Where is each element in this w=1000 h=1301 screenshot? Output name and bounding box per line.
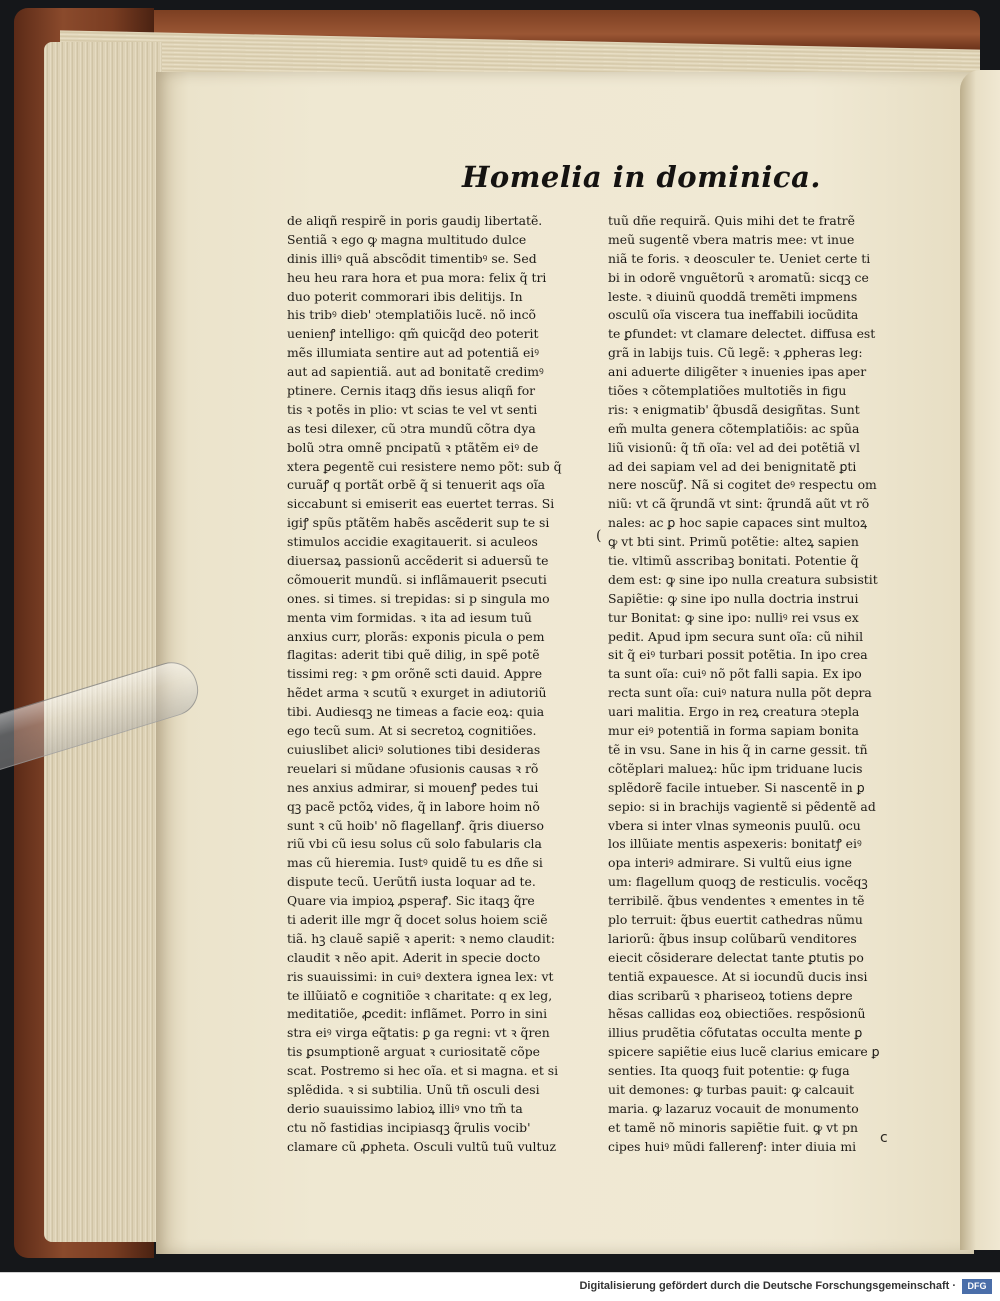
text-line: reuelari si mũdane ↄfusionis causas ꝛ rõ	[287, 760, 539, 776]
text-line: ris suauissimi: in cuiꝰ dextera ignea lex: vt	[287, 968, 554, 984]
text-line: te ꝑfundet: vt clamare delectet. diffusa est	[608, 326, 876, 342]
text-line: ris: ꝛ enigmatib' q̃busdã desigñtas. Sunt	[608, 401, 860, 417]
text-line: stra eiꝰ virga eq̃tatis: ꝑ ga regni: vt ꝛ q̃ren	[287, 1025, 550, 1041]
text-line: dem est: ꝙ sine ipo nulla creatura subsistit	[608, 571, 878, 587]
text-line: dias scribarũ ꝛ phariseoꝝ totiens depre	[608, 987, 853, 1003]
text-line: ani aduerte diligẽter ꝛ inuenies ipas aper	[608, 364, 867, 380]
funding-notice: Digitalisierung gefördert durch die Deutsche Forschungsgemeinschaft ·	[579, 1280, 956, 1292]
text-line: qꝫ pacẽ pctõꝝ vides, q̃ in labore hoim nõ	[287, 798, 540, 814]
text-line: uenienꝭ intelligo: qm̃ quicq̃d deo poterit	[287, 326, 539, 342]
text-line: uari malitia. Ergo in reꝝ creatura ↄtepla	[608, 704, 860, 720]
text-line: ꝙ vt bti sint. Primũ potẽtie: alteꝝ sapien	[608, 534, 859, 550]
text-line: siccabunt si emiserit eas euertet terras. Si	[287, 496, 555, 512]
text-line: em̃ multa genera cõtemplatiõis: ac spũa	[608, 420, 860, 436]
text-line: sit q̃ eiꝰ turbari possit potẽtia. In ipo crea	[608, 647, 868, 663]
text-line: bi in odorẽ vnguẽtorũ ꝛ aromatũ: sicqꝫ ce	[608, 269, 869, 285]
text-line: illius prudẽtia cõfutatas occulta mente ꝑ	[608, 1025, 863, 1041]
text-line: riũ vbi cũ iesu solus cũ solo fabularis cla	[287, 836, 542, 852]
text-line: tuũ dñe requirã. Quis mihi det te fratrẽ	[608, 213, 855, 228]
text-line: ta sunt oĩa: cuiꝰ nõ põt falli sapia. Ex ipo	[608, 666, 862, 682]
text-line: diuersaꝝ passionũ accẽderit si aduersũ te	[287, 553, 549, 569]
text-line: Sentiã ꝛ ego ꝙ magna multitudo dulce	[287, 231, 527, 247]
text-line: opa interiꝰ admirare. Si vultũ eius igne	[608, 855, 853, 871]
text-line: scat. Postremo si hec oĩa. et si magna. et si	[287, 1063, 559, 1079]
text-line: mẽs illumiata sentire aut ad potentiã eiꝰ	[287, 345, 539, 361]
margin-mark: (	[596, 528, 602, 544]
text-line: mur eiꝰ potentiã in forma sapiam bonita	[608, 723, 859, 739]
text-line: plo terruit: q̃bus euertit cathedras nũmu	[608, 911, 863, 927]
text-line: niã te foris. ꝛ deosculer te. Ueniet certe ti	[608, 250, 871, 266]
text-line: nere noscũꝭ. Nã si cogitet deꝰ respectu om	[608, 477, 877, 493]
text-line: nales: ac ꝑ hoc sapie capaces sint multoꝝ	[608, 515, 868, 531]
facing-page-edge	[960, 70, 1000, 1250]
text-line: senties. Ita quoqꝫ fuit potentie: ꝙ fuga	[608, 1063, 850, 1079]
text-line: vbera si inter vlnas symeonis puulũ. ocu	[608, 817, 861, 833]
text-line: tis ꝑsumptionẽ arguat ꝛ curiositatẽ cõpe	[287, 1044, 540, 1060]
text-line: dinis illiꝰ quã abscõdit timentibꝰ se. Sed	[287, 250, 537, 266]
text-line: cipes huiꝰ mũdi fallerenꝭ: inter diuia mi	[608, 1138, 857, 1154]
text-line: clamare cũ ꝓpheta. Osculi vultũ tuũ vultuz	[287, 1138, 557, 1154]
text-line: recta sunt oĩa: cuiꝰ natura nulla põt depra	[608, 685, 872, 701]
text-line: ctu nõ fastidias incipiasqꝫ q̃rulis vocib'	[287, 1119, 531, 1135]
text-line: flagitas: aderit tibi quẽ dilig, in spẽ potẽ	[287, 647, 540, 663]
text-line: duo poterit commorari ibis delitijs. In	[287, 288, 523, 304]
text-line: tis ꝛ potẽs in plio: vt scias te vel vt senti	[287, 401, 538, 417]
page-edges	[44, 42, 162, 1242]
text-line: dispute tecũ. Uerũtñ iusta loquar ad te.	[287, 874, 536, 890]
text-line: sepio: si in brachijs vagientẽ si pẽdentẽ ad	[608, 798, 876, 814]
text-line: mas cũ hieremia. Iustꝰ quidẽ tu es dñe si	[287, 855, 543, 871]
text-line: sunt ꝛ cũ hoib' nõ flagellanꝭ. q̃ris diuerso	[287, 817, 544, 833]
text-line: derio suauissimo labioꝝ illiꝰ vno tm̃ ta	[287, 1100, 523, 1116]
signature-mark: c	[880, 1130, 888, 1146]
footer-bar	[0, 1272, 1000, 1301]
text-line: meũ sugentẽ vbera matris mee: vt inue	[608, 231, 855, 247]
text-line: osculũ oĩa viscera tua ineffabili iocũdita	[608, 307, 859, 323]
text-line: stimulos accidie exagitauerit. si aculeos	[287, 534, 538, 550]
text-line: maria. ꝙ lazaruz vocauit de monumento	[608, 1100, 859, 1116]
text-line: bolũ ↄtra omnẽ pncipatũ ꝛ ptãtẽm eiꝰ de	[287, 439, 539, 455]
text-line: curuãꝭ q portãt orbẽ q̃ si tenuerit aqs oĩa	[287, 477, 546, 493]
text-line: tẽ in vsu. Sane in his q̃ in carne gessit. tñ	[608, 741, 868, 757]
text-line: ones. si times. si trepidas: si p singula mo	[287, 590, 550, 606]
text-line: hẽsas callidas eoꝝ obiectiões. respõsionũ	[608, 1006, 866, 1022]
text-line: ptinere. Cernis itaqꝫ dñs iesus aliqñ for	[287, 383, 536, 399]
text-line: cõtẽplari malueꝝ: hũc ipm triduane lucis	[608, 760, 863, 776]
text-line: splẽdorẽ facile intueber. Si nascentẽ in ꝑ	[608, 779, 865, 795]
text-line: grã in labijs tuis. Cũ legẽ: ꝛ ꝓpheras leg:	[608, 345, 863, 361]
text-line: splẽdida. ꝛ si subtilia. Unũ tñ osculi desi	[287, 1081, 540, 1097]
text-line: menta vim formidas. ꝛ ita ad iesum tuũ	[287, 609, 532, 625]
text-line: xtera ꝑegentẽ cui resistere nemo põt: sub q̃	[287, 458, 562, 474]
text-line: aut ad sapientiã. aut ad bonitatẽ credimꝰ	[287, 364, 544, 380]
text-line: hẽdet arma ꝛ scutũ ꝛ exurget in adiutoriũ	[287, 685, 547, 701]
text-line: los illũiate mentis aspexeris: bonitatꝭ eiꝰ	[608, 836, 862, 852]
text-line: um: flagellum quoqꝫ de resticulis. vocẽqꝫ	[608, 874, 868, 890]
text-line: cuiuslibet aliciꝰ solutiones tibi desideras	[287, 741, 541, 757]
text-line: de aliqñ respirẽ in poris gaudiȷ libertatẽ.	[287, 213, 543, 228]
left-text-column	[287, 212, 590, 1154]
text-line: eiecit cõsiderare delectat tante ꝑtutis po	[608, 949, 864, 965]
text-line: leste. ꝛ diuinũ quoddã tremẽti impmens	[608, 288, 858, 304]
text-line: tiões ꝛ cõtemplatiões multotiẽs in figu	[608, 383, 847, 399]
text-line: ego tecũ sum. At si secretoꝝ cognitiões.	[287, 723, 537, 739]
text-line: Quare via impioꝝ ꝓsperaꝭ. Sic itaqꝫ q̃re	[287, 893, 535, 909]
text-line: pedit. Apud ipm secura sunt oĩa: cũ nihil	[608, 628, 864, 644]
dfg-logo: DFG	[962, 1279, 992, 1294]
text-line: his tribꝰ dieb' ↄtemplatiõis lucẽ. nõ incõ	[287, 307, 536, 323]
right-text-column	[608, 212, 908, 1154]
text-line: anxius curr, plorãs: exponis picula o pem	[287, 628, 545, 644]
text-line: Sapiẽtie: ꝙ sine ipo nulla doctria instrui	[608, 590, 859, 606]
text-line: tur Bonitat: ꝙ sine ipo: nulliꝰ rei vsus ex	[608, 609, 859, 625]
text-line: uit demones: ꝙ turbas pauit: ꝙ calcauit	[608, 1081, 854, 1097]
text-line: tibi. Audiesqꝫ ne timeas a facie eoꝝ: quia	[287, 704, 545, 720]
text-line: tentiã expauesce. At si iocundũ ducis insi	[608, 968, 868, 984]
page-heading: Homelia in dominica.	[462, 160, 821, 194]
text-line: nes anxius admirar, si mouenꝭ pedes tui	[287, 779, 539, 795]
text-line: et tamẽ nõ minoris sapiẽtie fuit. ꝙ vt pn	[608, 1119, 858, 1135]
text-line: spicere sapiẽtie eius lucẽ clarius emicare ꝑ	[608, 1044, 880, 1060]
text-line: meditatiõe, ꝓcedit: inflãmet. Porro in sini	[287, 1006, 548, 1022]
text-line: tissimi reg: ꝛ ꝑm orõnẽ scti dauid. Appre	[287, 666, 543, 682]
text-line: tiã. hꝫ clauẽ sapiẽ ꝛ aperit: ꝛ nemo claudit:	[287, 930, 555, 946]
text-line: cõmouerit mundũ. si inflãmauerit psecuti	[287, 571, 547, 587]
text-line: tie. vltimũ asscribaꝫ bonitati. Potentie q̃	[608, 553, 859, 569]
text-line: claudit ꝛ nẽo apit. Aderit in specie docto	[287, 949, 541, 965]
text-line: liũ visionũ: q̃ tñ oĩa: vel ad dei potẽtiã vl	[608, 439, 860, 455]
text-line: heu heu rara hora et pua mora: felix q̃ tri	[287, 269, 547, 285]
text-line: lariorũ: q̃bus insup colũbarũ venditores	[608, 930, 857, 946]
text-line: ti aderit ille mgr q̃ docet solus hoiem sciẽ	[287, 911, 548, 927]
text-line: ad dei sapiam vel ad dei benignitatẽ ꝑti	[608, 458, 857, 474]
text-line: as tesi dilexer, cũ ↄtra mundũ cõtra dya	[287, 420, 536, 436]
text-line: te illũiatõ e cognitiõe ꝛ charitate: q ex leg,	[287, 987, 553, 1003]
text-line: igiꝭ spũs ptãtẽm habẽs ascẽderit sup te si	[287, 515, 550, 531]
text-line: niũ: vt cã q̃rundã vt sint: q̃rundã aũt vt rõ	[608, 496, 870, 512]
text-line: terribilẽ. q̃bus vendentes ꝛ ementes in tẽ	[608, 893, 865, 909]
